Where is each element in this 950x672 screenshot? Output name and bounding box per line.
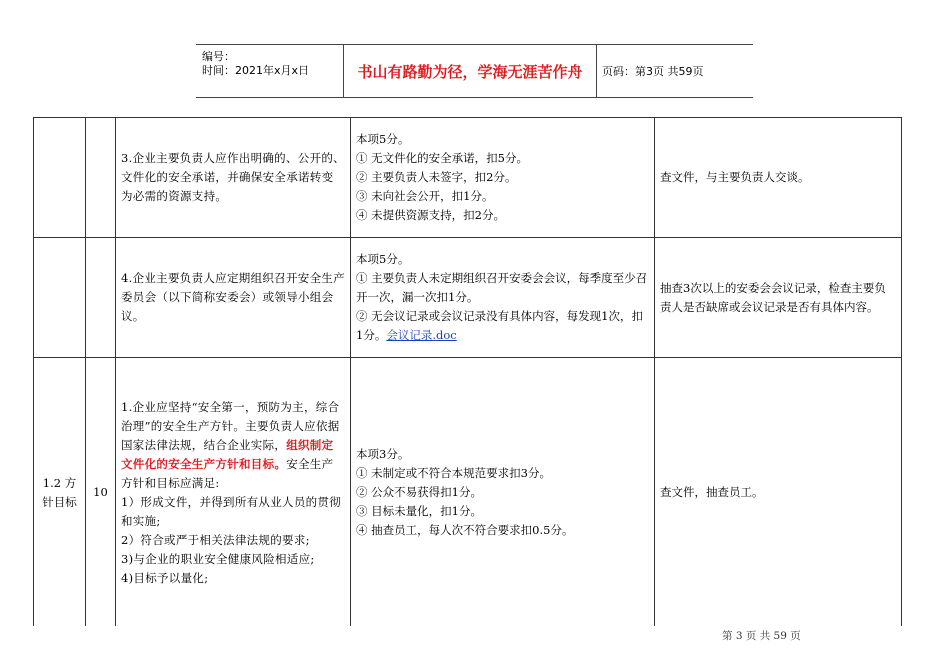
points-cell [86, 238, 116, 358]
method-cell: 抽查3次以上的安委会会议记录，检查主要负责人是否缺席或会议记录是否有具体内容。 [655, 238, 902, 358]
page-bottom-margin [0, 626, 950, 672]
method-cell: 查文件，抽查员工。 [655, 358, 902, 628]
table-row [34, 118, 902, 238]
points-cell [86, 118, 116, 238]
score-line: ① 主要负责人未定期组织召开安委会会议，每季度至少召开一次，漏一次扣1分。 [356, 271, 648, 304]
score-line: ④ 未提供资源支持，扣2分。 [356, 208, 505, 222]
scoring-cell [351, 118, 655, 238]
requirement-list-item: 3)与企业的职业安全健康风险相适应; [121, 551, 315, 566]
table-row [34, 238, 902, 358]
meeting-record-link[interactable]: 会议记录.doc [386, 328, 457, 342]
requirement-cell: 3.企业主要负责人应作出明确的、公开的、文件化的安全承诺，并确保安全承诺转变为必需的资源支持。 [116, 118, 351, 238]
doc-time-label: 时间：2021年x月x日 [202, 64, 310, 77]
points-cell: 10 [86, 358, 116, 628]
method-cell: 查文件，与主要负责人交谈。 [655, 118, 902, 238]
requirement-cell [116, 358, 351, 628]
score-line: ④ 抽查员工，每人次不符合要求扣0.5分。 [356, 523, 574, 537]
score-line: ① 未制定或不符合本规范要求扣3分。 [356, 466, 551, 480]
score-line: ③ 目标未量化，扣1分。 [356, 504, 482, 518]
section-cell [34, 118, 86, 238]
section-cell [34, 238, 86, 358]
requirement-list-item: 1）形成文件，并得到所有从业人员的贯彻和实施; [121, 494, 342, 528]
scoring-cell [351, 238, 655, 358]
requirement-highlight: 组织制定文件化的安全生产方针和目标。 [121, 437, 334, 471]
requirement-intro: 1.企业应坚持“安全第一，预防为主，综合治理”的安全生产方针。主要负责人应依据国家法律法规，结合企业实际， [121, 399, 340, 452]
header-meta [196, 45, 344, 97]
section-cell: 1.2 方针目标 [34, 358, 86, 628]
score-line: ③ 未向社会公开，扣1分。 [356, 189, 494, 203]
scoring-cell [351, 358, 655, 628]
header-page-label: 页码：第3页 共59页 [602, 65, 704, 78]
requirement-list-item: 4)目标予以量化; [121, 570, 209, 585]
score-line: ② 主要负责人未签字，扣2分。 [356, 170, 517, 184]
header-motto: 书山有路勤为径，学海无涯苦作舟 [344, 45, 597, 97]
requirement-cell: 4.企业主要负责人应定期组织召开安全生产委员会（以下简称安委会）或领导小组会议。 [116, 238, 351, 358]
score-text: ② 无会议记录或会议记录没有具体内容，每发现1次，扣1分。 [356, 309, 643, 342]
evaluation-table [33, 117, 902, 628]
page-header [196, 44, 753, 98]
score-line: ① 无文件化的安全承诺，扣5分。 [356, 151, 528, 165]
score-line: 本项5分。 [356, 252, 410, 266]
score-line: 本项5分。 [356, 132, 410, 146]
doc-number-label: 编号： [202, 50, 235, 63]
table-row [34, 358, 902, 628]
score-line [356, 307, 649, 345]
page-footer: 第 3 页 共 59 页 [722, 630, 801, 642]
requirement-after: 安全生产方针和目标应满足: [121, 456, 334, 490]
score-line: 本项3分。 [356, 447, 410, 461]
requirement-list-item: 2）符合或严于相关法律法规的要求; [121, 532, 310, 547]
score-line: ② 公众不易获得扣1分。 [356, 485, 482, 499]
